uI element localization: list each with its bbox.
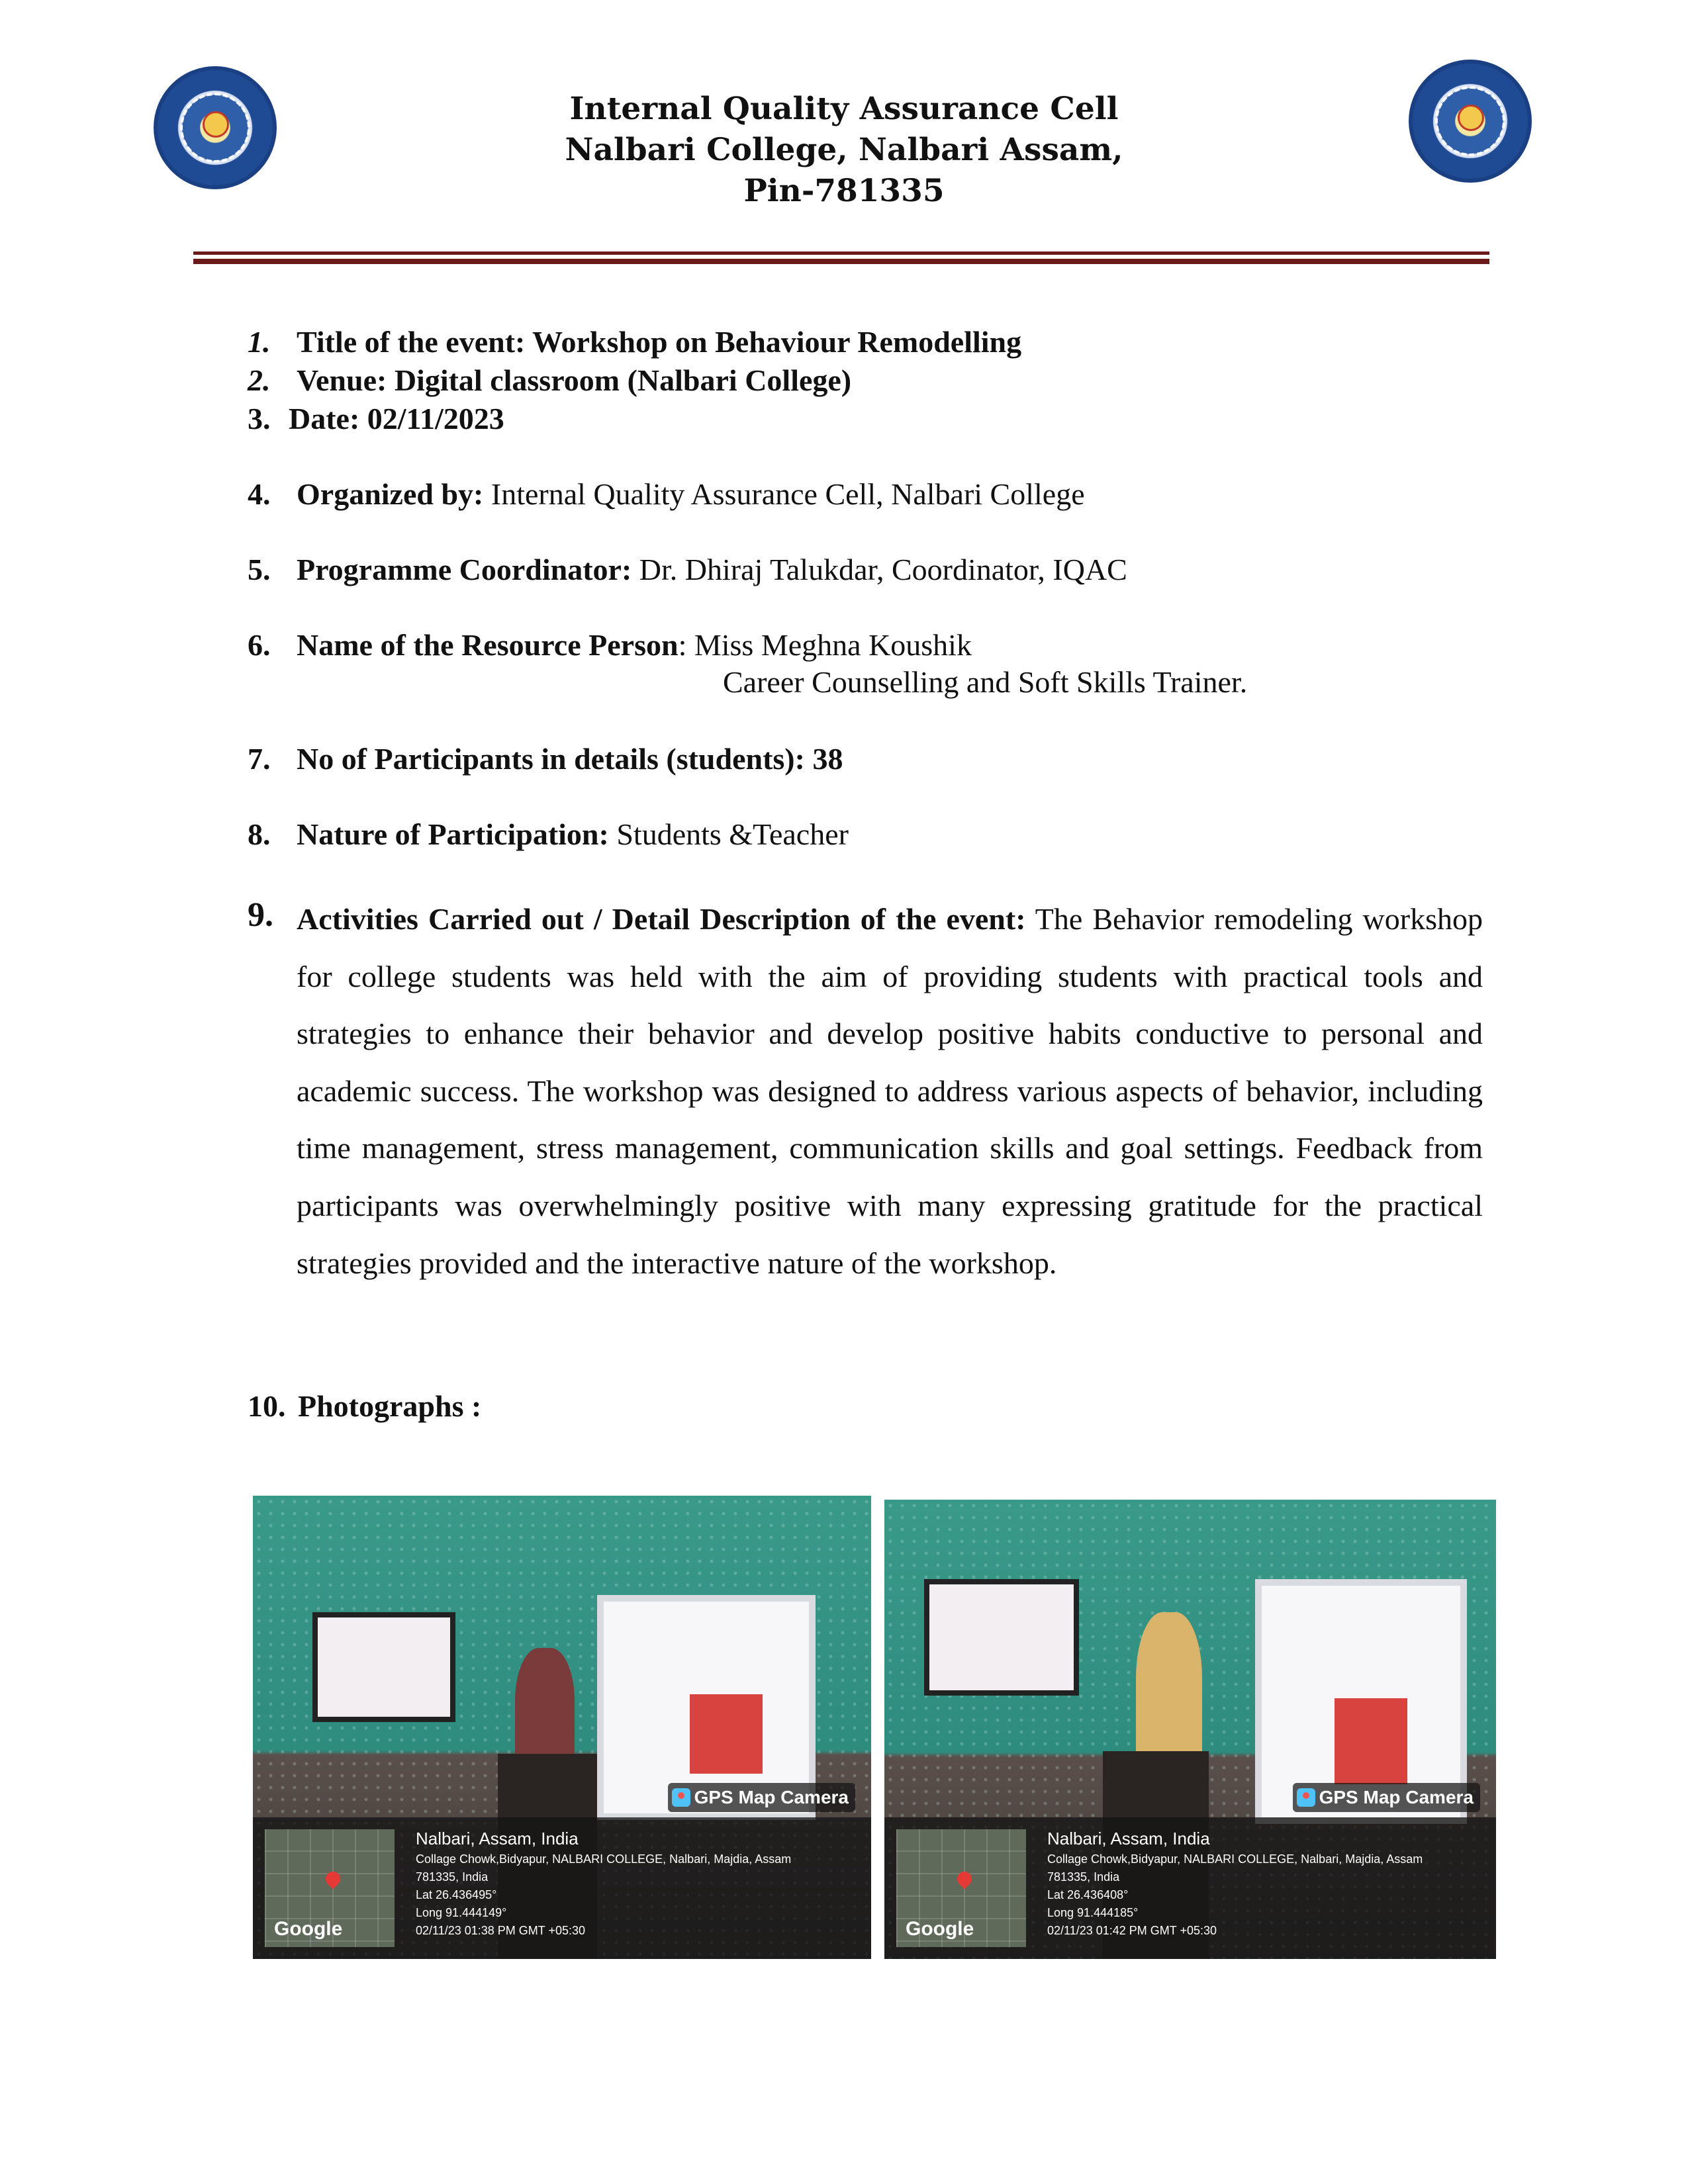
projected-slide-accent [690,1694,763,1774]
item-number: 4. [248,477,271,511]
map-thumbnail [265,1829,395,1947]
event-photo-1 [253,1496,871,1959]
gps-postal: 781335, India [416,1870,489,1884]
header-line-3: Pin-781335 [743,173,945,209]
header-line-1: Internal Quality Assurance Cell [569,91,1119,127]
activities-text: The Behavior remodeling workshop for college students was held with the aim of providing students with practical tools and strategies to enhance their behavior and develop positive habits conductive to personal and academic success. The workshop was designed to address various aspects of behavior, including time management, stress management, communication skills and goal settings. Feedback from participants was overwhelmingly positive with many expressing gratitude for the practical strategies provided and the interactive nature of the workshop. [297,902,1483,1280]
participation-label: Nature of Participation: [297,817,609,851]
gps-lat: Lat 26.436495° [416,1888,497,1901]
gps-postal: 781335, India [1047,1870,1120,1884]
item-number: 9. [248,896,273,934]
gps-overlay [253,1787,871,1959]
college-seal-left [154,66,277,189]
gps-label: GPS Map Camera [1319,1787,1474,1807]
gps-timestamp: 02/11/23 01:42 PM GMT +05:30 [1047,1924,1217,1937]
nature-of-participation [297,817,849,852]
item-number: 6. [248,628,271,662]
gps-place: Nalbari, Assam, India [1047,1829,1210,1848]
header-divider-thick [193,259,1489,264]
event-date: Date: 02/11/2023 [289,402,504,435]
organized-by-value: Internal Quality Assurance Cell, Nalbari College [483,477,1085,511]
gps-long: Long 91.444185° [1047,1906,1139,1919]
resource-person [297,627,972,663]
participants-count: No of Participants in details (students): 38 [297,742,843,776]
gps-address: Collage Chowk,Bidyapur, NALBARI COLLEGE, Nalbari, Majdia, Assam [416,1852,792,1866]
seal-emblem [203,111,229,138]
participation-value: Students &Teacher [608,817,849,851]
event-venue: Venue: Digital classroom (Nalbari College) [297,363,852,397]
google-logo: Google [906,1918,974,1940]
gps-place: Nalbari, Assam, India [416,1829,579,1848]
item-number: 7. [248,742,271,776]
item-number: 1. [248,325,271,359]
header-line-2: Nalbari College, Nalbari Assam, [565,132,1123,168]
gps-label: GPS Map Camera [694,1787,849,1807]
item-number: 3. [248,402,271,435]
gps-overlay [884,1787,1496,1959]
photographs-heading: Photographs : [298,1389,482,1423]
gps-lat: Lat 26.436408° [1047,1888,1129,1901]
activities-label: Activities Carried out / Detail Description of the event: [297,902,1026,936]
map-pin-icon [322,1868,343,1889]
activities-description [297,891,1483,1292]
document-header [463,89,1225,212]
coordinator-label: Programme Coordinator: [297,553,632,586]
projected-slide-accent [1335,1698,1407,1784]
resource-person-role: Career Counselling and Soft Skills Trainer. [723,665,1248,699]
resource-person-label: Name of the Resource Person [297,628,679,662]
gps-camera-icon [1297,1788,1315,1807]
event-photo-2 [884,1500,1496,1959]
item-number: 5. [248,553,271,586]
coordinator-value: Dr. Dhiraj Talukdar, Coordinator, IQAC [632,553,1127,586]
google-logo: Google [274,1918,343,1940]
resource-person-value: : Miss Meghna Koushik [678,628,972,662]
college-seal-right [1409,60,1532,183]
seal-emblem [1458,105,1484,131]
event-title: Title of the event: Workshop on Behaviour Remodelling [297,325,1022,359]
gps-long: Long 91.444149° [416,1906,507,1919]
organized-by [297,477,1085,512]
gps-address: Collage Chowk,Bidyapur, NALBARI COLLEGE, Nalbari, Majdia, Assam [1047,1852,1423,1866]
map-pin-icon [954,1868,974,1889]
tv-screen [312,1612,455,1722]
map-thumbnail [896,1829,1026,1947]
gps-badge [668,1783,855,1812]
header-divider-thin [193,251,1489,255]
gps-timestamp: 02/11/23 01:38 PM GMT +05:30 [416,1924,585,1937]
gps-badge [1293,1783,1480,1812]
programme-coordinator [297,552,1127,588]
gps-details [416,1827,791,1940]
item-number: 8. [248,817,271,851]
organized-by-label: Organized by: [297,477,484,511]
gps-details [1047,1827,1423,1940]
item-number: 10. [248,1389,286,1423]
gps-camera-icon [672,1788,690,1807]
tv-screen [924,1579,1079,1696]
item-number: 2. [248,363,271,397]
